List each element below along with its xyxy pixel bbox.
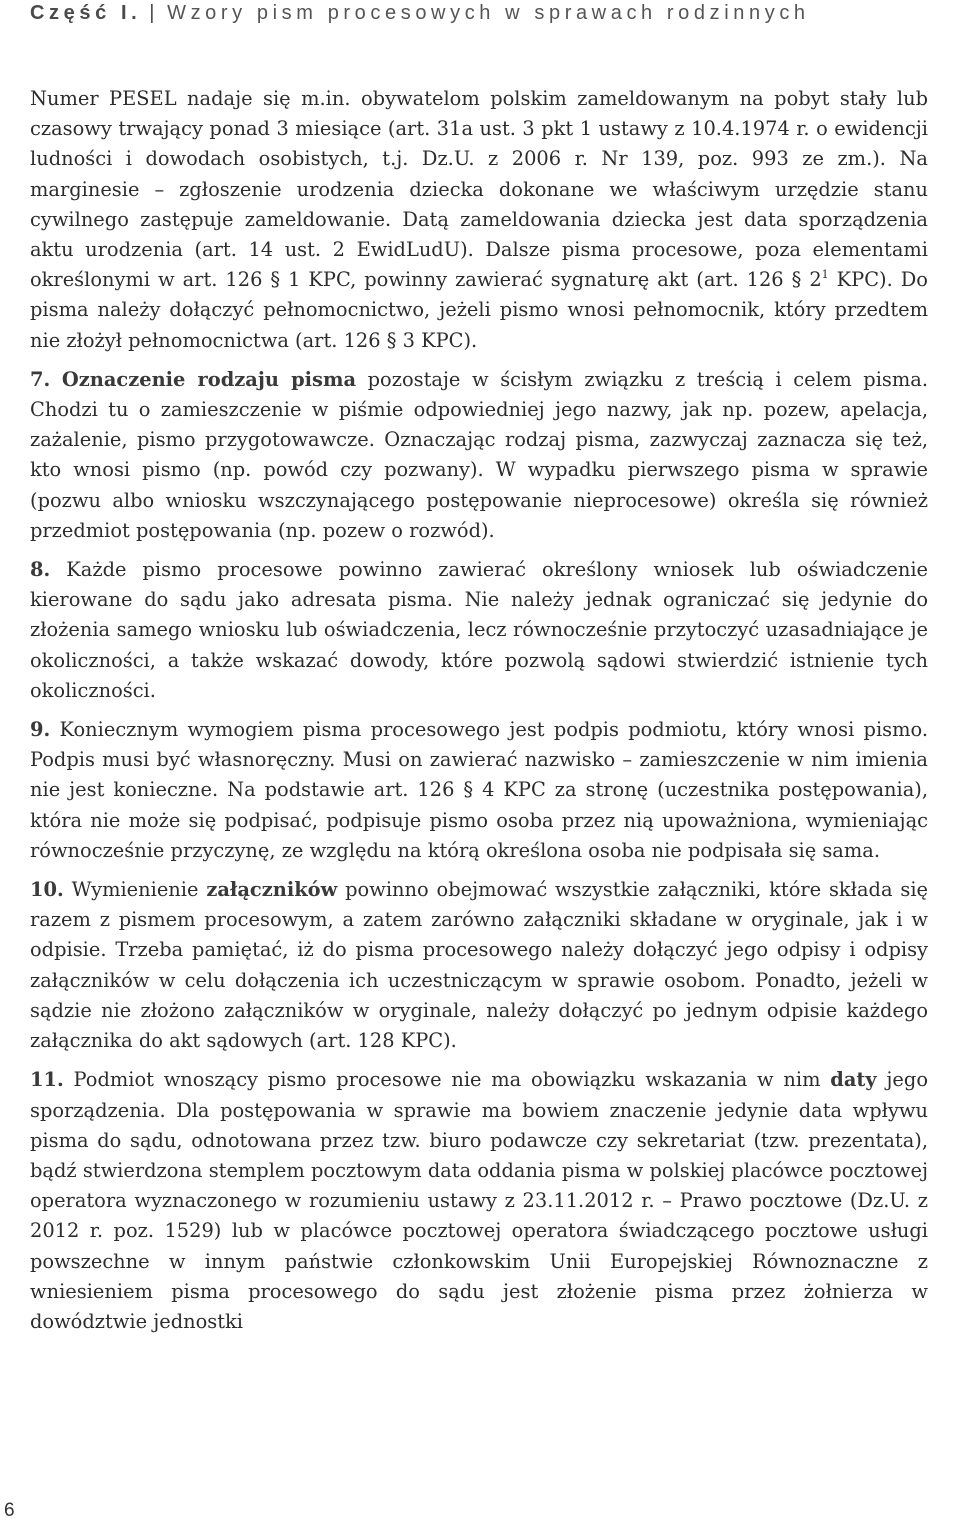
paragraph-number: 11. (30, 1068, 64, 1092)
paragraph-text: Każde pismo procesowe powinno zawierać określony wniosek lub oświadczenie kierowane do sądu jako adresata pisma. Nie należy jednak ograniczać się jedynie do złożenia samego wniosku lub oświadczenia, lecz równocześnie przytoczyć uzasadniające je okoliczności, a także wskazać dowody, które pozwolą sądowi stwierdzić istnienie tych okoliczności. (30, 558, 928, 702)
paragraph-text: powinno obejmować wszystkie załączniki, które składa się razem z pismem procesowym, a zatem zarówno załączniki składane w oryginale, jak i w odpisie. Trzeba pamiętać, iż do pisma procesowego należy dołączyć jego odpisy i odpisy załączników w celu dołączenia ich uczestniczącym w sprawie osobom. Ponadto, jeżeli w sądzie nie złożono załączników w oryginale, należy dołączyć po jednym odpisie każdego załącznika do akt sądowych (art. 128 KPC). (30, 878, 928, 1053)
paragraph-11 (30, 1065, 928, 1337)
paragraph-text: Wymienienie (63, 878, 207, 902)
paragraph-text: pozostaje w ścisłym związku z treścią i celem pisma. Chodzi tu o zamieszczenie w piśmie odpowiedniej jego nazwy, jak np. pozew, apelacja, zażalenie, pismo przygotowawcze. Oznaczając rodzaj pisma, zazwyczaj zaznacza się też, kto wnosi pismo (np. powód czy pozwany). W wypadku pierwszego pisma w sprawie (pozwu albo wniosku wszczynającego postępowanie nieprocesowe) określa się również przedmiot postępowania (np. pozew o rozwód). (30, 367, 928, 542)
header-part: Część I. (30, 2, 142, 24)
paragraph-pesel (30, 84, 928, 356)
paragraph-number: 9. (30, 718, 51, 742)
paragraph-9 (30, 715, 928, 866)
header-title: Wzory pism procesowych w sprawach rodzinnych (167, 2, 810, 24)
paragraph-number: 8. (30, 558, 51, 582)
paragraph-text: KPC). Do pisma należy dołączyć pełnomocnictwo, jeżeli pismo wnosi pełnomocnik, który przedtem nie złożył pełnomocnictwa (art. 126 § 3 KPC). (30, 268, 928, 352)
paragraph-keyword: daty (830, 1068, 877, 1092)
paragraph-keyword: załączników (206, 878, 338, 902)
paragraph-7 (30, 365, 928, 546)
paragraph-10 (30, 875, 928, 1056)
paragraph-number: 7. (30, 367, 51, 391)
paragraph-8 (30, 555, 928, 706)
paragraph-text: Numer PESEL nadaje się m.in. obywatelom polskim zameldowanym na pobyt stały lub czasowy trwający ponad 3 miesiące (art. 31a ust. 3 pkt 1 ustawy z 10.4.1974 r. o ewidencji ludności i dowodach osobistych, t.j. Dz.U. z 2006 r. Nr 139, poz. 993 ze zm.). Na marginesie – zgłoszenie urodzenia dziecka dokonane we właściwym urzędzie stanu cywilnego zastępuje zameldowanie. Datą zameldowania dziecka jest data sporządzenia aktu urodzenia (art. 14 ust. 2 EwidLudU). Dalsze pisma procesowe, poza elementami określonymi w art. 126 § 1 KPC, powinny zawierać sygnaturę akt (art. 126 § 2 (30, 87, 928, 292)
paragraph-text: Podmiot wnoszący pismo procesowe nie ma obowiązku wskazania w nim (63, 1068, 831, 1092)
superscript: 1 (821, 268, 829, 282)
document-body (30, 84, 928, 1337)
header-separator: | (149, 2, 160, 24)
paragraph-number: 10. (30, 878, 64, 902)
running-header (30, 2, 930, 25)
page-number: 6 (4, 1500, 15, 1521)
paragraph-text: Koniecznym wymogiem pisma procesowego jest podpis podmiotu, który wnosi pismo. Podpis musi być własnoręczny. Musi on zawierać nazwisko – zamieszczenie w nim imienia nie jest konieczne. Na podstawie art. 126 § 4 KPC za stronę (uczestnika postępowania), która nie może się podpisać, podpisuje pismo osoba przez nią upoważniona, wymieniając równocześnie przyczynę, ze względu na którą określona osoba nie podpisała się sama. (30, 718, 928, 862)
paragraph-keyword: Oznaczenie rodzaju pisma (61, 367, 357, 391)
paragraph-text: jego sporządzenia. Dla postępowania w sprawie ma bowiem znaczenie jedynie data wpływu pisma do sądu, odnotowana przez tzw. biuro podawcze czy sekretariat (tzw. prezentata), bądź stwierdzona stemplem pocztowym data oddania pisma w polskiej placówce pocztowej operatora wyznaczonego w rozumieniu ustawy z 23.11.2012 r. – Prawo pocztowe (Dz.U. z 2012 r. poz. 1529) lub w placówce pocztowej operatora świadczącego pocztowe usługi powszechne w innym państwie członkowskim Unii Europejskiej Równoznaczne z wniesieniem pisma procesowego do sądu jest złożenie pisma przez żołnierza w dowództwie jednostki (30, 1068, 928, 1333)
